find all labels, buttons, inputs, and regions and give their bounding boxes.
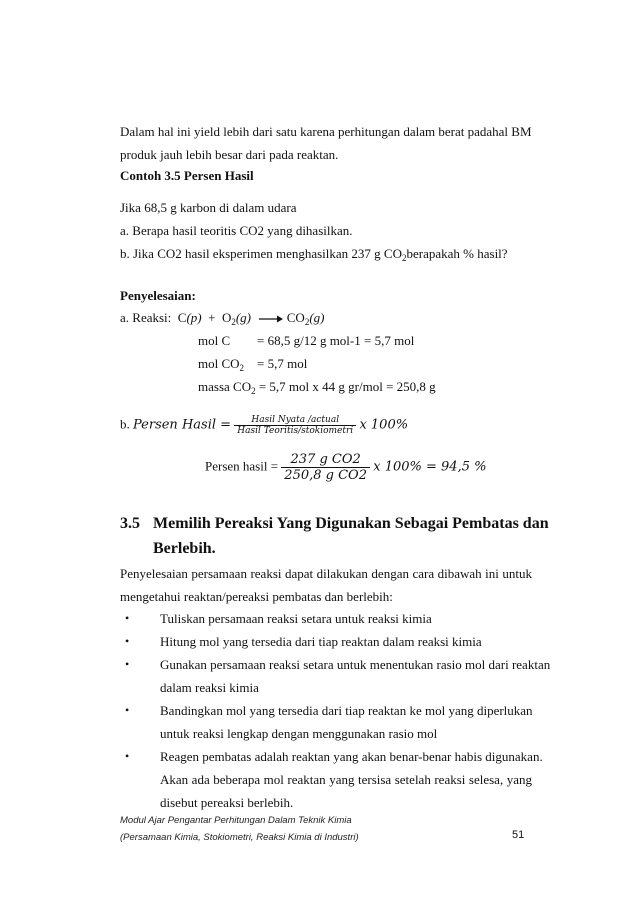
mol-c-label: mol C [198,333,231,348]
section-para-line-2: mengetahui reaktan/pereaksi pembatas dan berlebih: [120,589,393,604]
intro-line-1: Dalam hal ini yield lebih dari satu karena perhitungan dalam berat padahal BM [120,124,532,139]
bullet-2: Hitung mol yang tersedia dari tiap reaktan dalam reaksi kimia [160,634,482,649]
bullet-dot: • [125,634,130,648]
mol-c-value: = 68,5 g/12 g mol-1 = 5,7 mol [257,333,415,348]
example-given: Jika 68,5 g karbon di dalam udara [120,200,297,215]
bullet-5-line-3: disebut pereaksi berlebih. [160,795,294,810]
mol-co2-label: mol $CO_2$ [198,356,245,373]
bullet-3-line-1: Gunakan persamaan reaksi setara untuk menentukan rasio mol dari reaktan [160,657,551,672]
page-number: 51 [512,829,525,841]
section-title-line-1: Memilih Pereaksi Yang Digunakan Sebagai Pembatas dan [153,515,549,532]
footer-line-2: (Persamaan Kimia, Stokiometri, Reaksi Kimia di Industri) [120,832,359,843]
calculation-fraction: $\frac{\text{237 g CO2}}{\text{250,8 g CO2}}$ [281,452,370,483]
bullet-1: Tuliskan persamaan reaksi setara untuk reaksi kimia [160,611,432,626]
section-title-line-2: Berlebih. [153,540,216,557]
massa-co2: massa $CO_2 = 5,7$ mol x 44 g gr/mol = 250,8 g [198,379,436,396]
percent-yield-calculation: Persen hasil = $\frac{\text{237 g CO2}}{\text{250,8 g CO2}}$ x 100% = 94,5 % [205,452,487,483]
example-title: Contoh 3.5 Persen Hasil [120,168,254,183]
bullet-dot: • [125,611,130,625]
reaction-arrow-icon [258,314,284,324]
footer-line-1: Modul Ajar Pengantar Perhitungan Dalam Teknik Kimia [120,815,352,826]
bullet-dot: • [125,749,130,763]
bullet-3-line-2: dalam reaksi kimia [160,680,259,695]
formula-fraction: $\frac{\text{Hasil Nyata /actual}}{\text{Hasil Teoritis/stokiometri}}$ [234,415,356,436]
solution-title: Penyelesaian: [120,288,196,303]
bullet-5-line-1: Reagen pembatas adalah reaktan yang akan benar-benar habis digunakan. [160,749,543,764]
bullet-dot: • [125,703,130,717]
bullet-4-line-1: Bandingkan mol yang tersedia dari tiap reaktan ke mol yang diperlukan [160,703,533,718]
bullet-4-line-2: untuk reaksi lengkap dengan menggunakan rasio mol [160,726,438,741]
mol-co2-value: = 5,7 mol [257,356,308,371]
intro-line-2: produk jauh lebih besar dari pada reaktan. [120,147,339,162]
reaction-equation: a. Reaksi: $C(p) + O_2(g)$ $CO_2(g)$ [120,310,325,327]
bullet-5-line-2: Akan ada beberapa mol reaktan yang tersisa setelah reaksi selesa, yang [160,772,532,787]
section-number: 3.5 [120,515,140,532]
percent-yield-formula: b. Persen Hasil = $\frac{\text{Hasil Nyata /actual}}{\text{Hasil Teoritis/stokiometri}}$ x 100% [120,415,409,436]
example-question-a: a. Berapa hasil teoritis CO2 yang dihasilkan. [120,223,353,238]
section-para-line-1: Penyelesaian persamaan reaksi dapat dilakukan dengan cara dibawah ini untuk [120,566,532,581]
example-question-b: b. Jika CO2 hasil eksperimen menghasilkan 237 g $CO_2berapakah$ % hasil? [120,246,508,263]
bullet-dot: • [125,657,130,671]
